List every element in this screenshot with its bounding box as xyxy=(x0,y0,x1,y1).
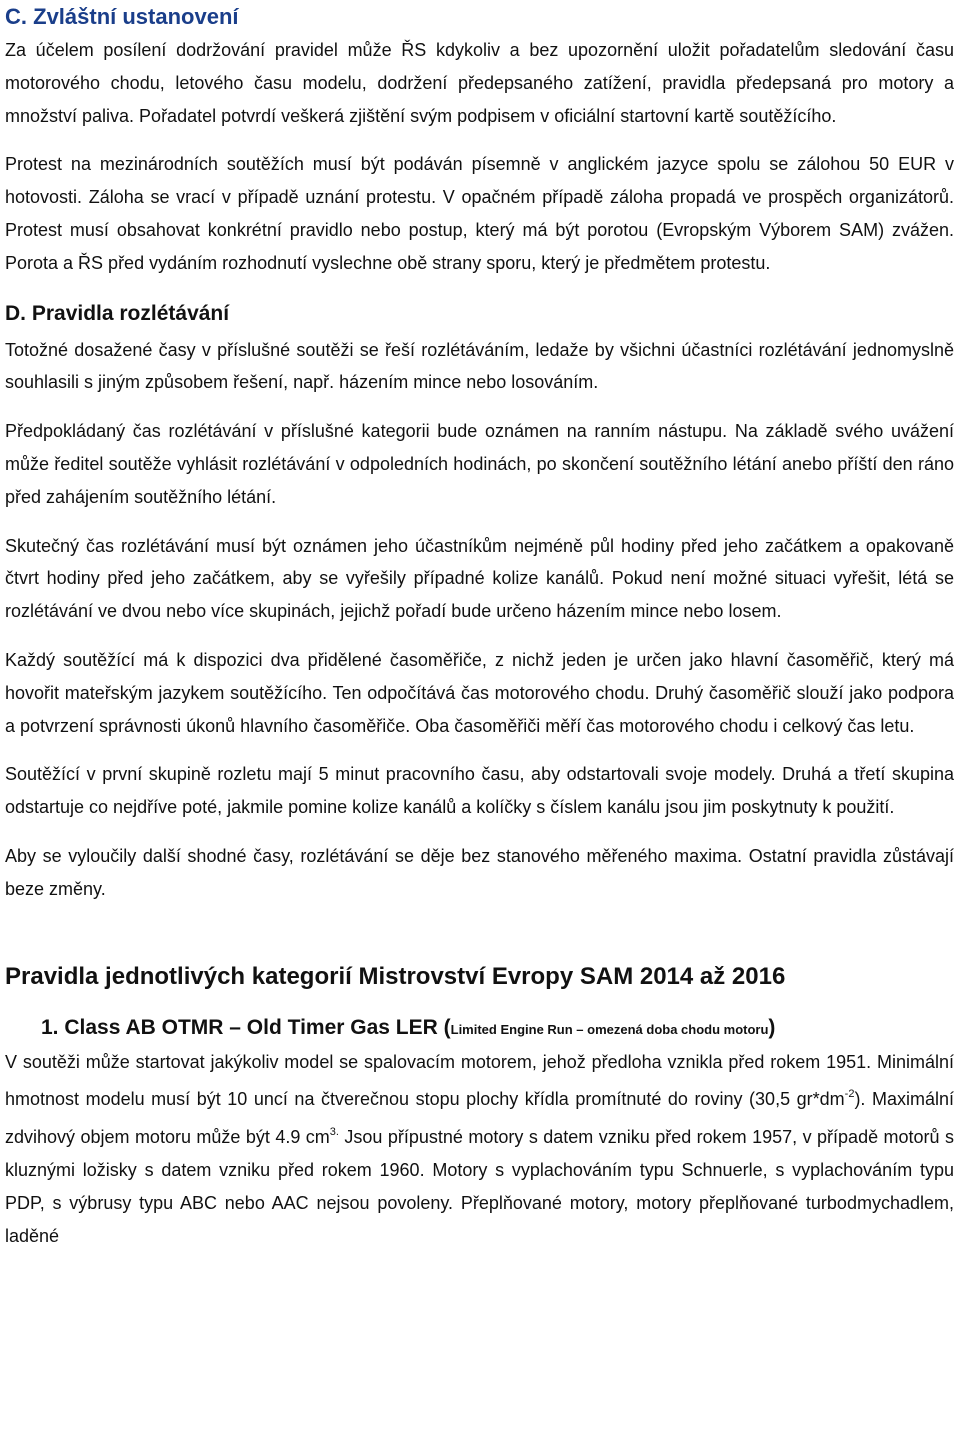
class-ab-sup-2: 3. xyxy=(329,1126,339,1139)
section-d-paragraph-4: Každý soutěžící má k dispozici dva přidělené časoměřiče, z nichž jeden je určen jako hlavní časoměřič, který má hovořit mateřským jazykem soutěžícího. Ten odpočítává čas motorového chodu. Druhý časoměřič slouží jako podpora a potvrzení správnosti úkonů hlavního časoměřiče. Oba časoměřiči měří čas motorového chodu i celkový čas letu. xyxy=(5,649,954,736)
class-number: 1. xyxy=(41,1015,59,1039)
class-ab-sup-1: -2 xyxy=(844,1088,855,1101)
section-c-title: Zvláštní ustanovení xyxy=(33,4,239,29)
section-c-letter: C. xyxy=(5,4,27,29)
section-d-paragraph-5: Soutěžící v první skupině rozletu mají 5 minut pracovního času, aby odstartovali svoje modely. Druhá a třetí skupina odstartuje co nejdříve poté, jakmile pomine kolize kanálů a kolíčky s číslem kanálu jsou jim poskytnuty k použití. xyxy=(5,764,954,818)
class-subtitle: Limited Engine Run – omezená doba chodu motoru xyxy=(450,1021,769,1037)
class-ab-paragraph xyxy=(5,1046,954,1253)
section-c-heading xyxy=(5,0,954,34)
section-d-paragraph-3: Skutečný čas rozlétávání musí být oznámen jeho účastníkům nejméně půl hodiny před jeho začátkem a opakovaně čtvrt hodiny před jeho začátkem, aby se vyřešily případné kolize kanálů. Pokud není možné situaci vyřešit, létá se rozlétávání ve dvou nebo více skupinách, jejichž pořadí bude určeno házením mince nebo losem. xyxy=(5,535,954,622)
section-d-paragraph-1: Totožné dosažené časy v příslušné soutěži se řeší rozlétáváním, ledaže by všichni účastníci rozlétávání jednomyslně souhlasili s jiným způsobem řešení, např. házením mince nebo losováním. xyxy=(5,339,954,393)
section-d-paragraph-2: Předpokládaný čas rozlétávání v příslušné kategorii bude oznámen na ranním nástupu. Na základě svého uvážení může ředitel soutěže vyhlásit rozlétávání v odpoledních hodinách, po skončení soutěžního létání anebo příští den ráno před zahájením soutěžního létání. xyxy=(5,421,954,507)
section-c-paragraph-2: Protest na mezinárodních soutěžích musí být podáván písemně v anglickém jazyce spolu se zálohou 50 EUR v hotovosti. Záloha se vrací v případě uznání protestu. V opačném případě záloha propadá ve prospěch organizátorů. Protest musí obsahovat konkrétní pravidlo nebo postup, který má být porotou (Evropským Výborem SAM) zvážen. Porota a ŘS před vydáním rozhodnutí vyslechne obě strany sporu, který je předmětem protestu. xyxy=(5,154,954,273)
section-d-heading: D. Pravidla rozlétávání xyxy=(5,301,230,325)
class-ab-heading xyxy=(41,1014,954,1044)
class-ab-text-b: ). Maximální zdvihový objem motoru může být 4.9 cm xyxy=(5,1089,955,1148)
class-ab-text-a: V soutěži může startovat jakýkoliv model se spalovacím motorem, jehož předloha vznikla před rokem 1951. Minimální hmotnost modelu musí být 10 uncí na čtverečnou stopu plochy křídla promítnuté do roviny (30,5 gr*dm xyxy=(5,1051,954,1110)
class-title: Class AB OTMR – Old Timer Gas LER ( xyxy=(64,1015,451,1039)
class-close: ) xyxy=(768,1015,776,1039)
section-d-paragraph-6: Aby se vyloučily další shodné časy, rozlétávání se děje bez stanového měřeného maxima. Ostatní pravidla zůstávají beze změny. xyxy=(5,845,954,899)
class-ab-text-c: Jsou přípustné motory s datem vzniku před rokem 1957, v případě motorů s kluznými ložisky s datem vzniku před rokem 1960. Motory s vyplachováním typu Schnuerle, s vyplachováním typu PDP, s výbrusy typu ABC nebo AAC nejsou povoleny. Přeplňované motory, motory přeplňované turbodmychadlem, laděné xyxy=(5,1127,954,1246)
rules-heading: Pravidla jednotlivých kategorií Mistrovství Evropy SAM 2014 až 2016 xyxy=(5,962,786,990)
section-c-paragraph-1: Za účelem posílení dodržování pravidel může ŘS kdykoliv a bez upozornění uložit pořadatelům sledování času motorového chodu, letového času modelu, dodržení předepsaného zatížení, pravidla předepsaná pro motory a množství paliva. Pořadatel potvrdí veškerá zjištění svým podpisem v oficiální startovní kartě soutěžícího. xyxy=(5,40,954,126)
